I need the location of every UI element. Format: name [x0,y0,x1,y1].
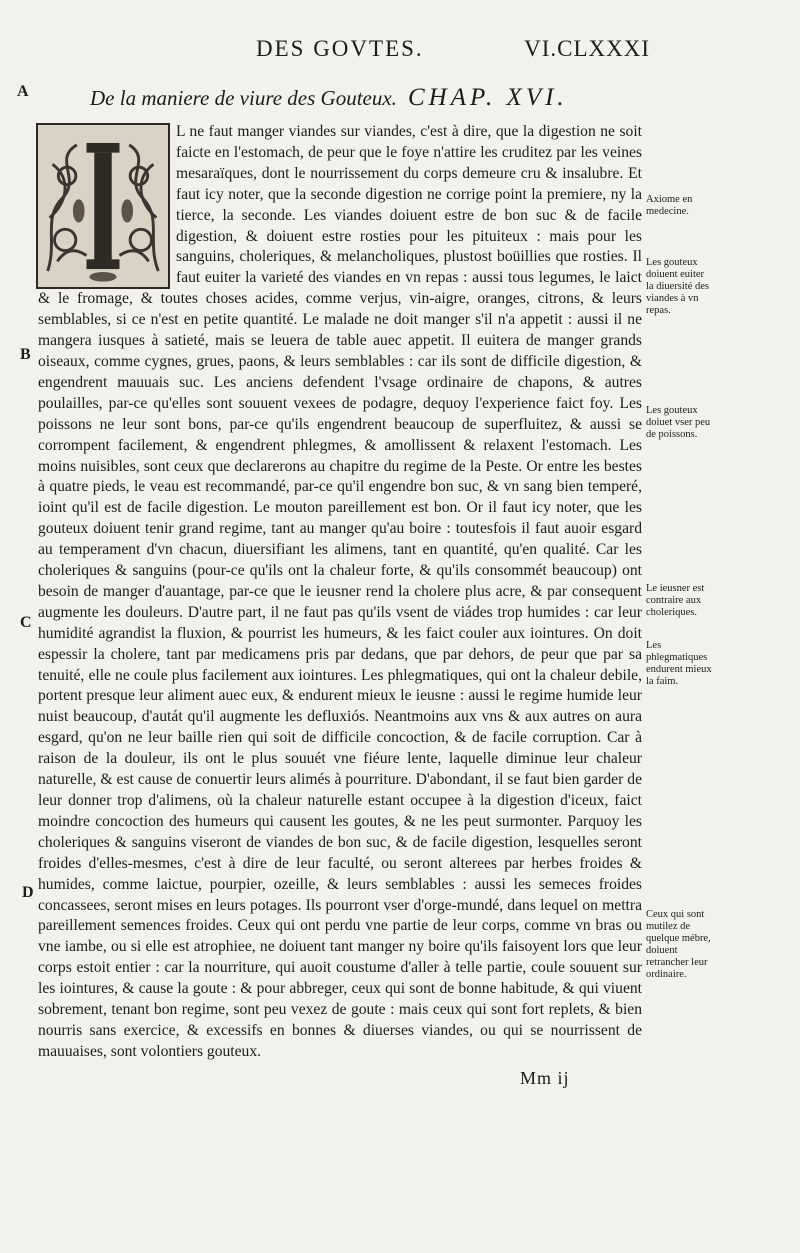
running-head [220,36,650,66]
section-letter-d: D [22,884,34,901]
margin-note-5: Les phlegmatiques endurent mieux la faim. [646,640,712,687]
margin-note-4: Le ieusner est contraire aux choleriques. [646,583,705,618]
section-letter-c: C [20,614,32,631]
body-text [38,122,642,1063]
signature-mark: Mm ij [520,1068,570,1088]
margin-note-1: Axiome en medecine. [646,194,693,217]
body-paragraph: L ne faut manger viandes sur viandes, c'est à dire, que la digestion ne soit faicte en l'estomach, de peur que le foye n'attire les cruditez par les veines mesaraïques, dont le nourrissement du corps demeure cru & insalubre. Et faut icy noter, que la seconde digestion ne corrige point la premiere, ny la tierce, la seconde. Les viandes doiuent estre de bon suc & de facile digestion, & doiuent estre rosties pour les pituiteux : mais pour les sanguins, choleriques, & melancholiques, plustost boüillies que rosties. Il faut euiter la varieté des viandes en vn repas : aussi tous legumes, le laict & le fromage, & toutes choses acides, comme verjus, vin-aigre, oranges, citrons, & leurs semblables, si ce n'est en petite quantité. Le malade ne doit manger s'il n'a appetit : aussi il ne mangera iusques à satieté, mais se leuera de table auec appetit. Il euitera de manger grands oiseaux, comme cygnes, grues, paons, & leurs semblables : car ils sont de difficile digestion, & engendrent mauuais suc. Les anciens defendent l'vsage ordinaire de chapons, & autres poulailles, par-ce qu'elles sont souuent vexees de podagre, dequoy l'experience faict foy. Les poissons ne leur sont bons, par-ce qu'ils engendrent beaucoup de superfluitez, & aussi se corrompent facilement, & engendrent phlegmes, & amollissent & relaxent l'estomach. Les moins nuisibles, sont ceux que declarerons au chapitre du regime de la Peste. Or entre les bestes à quatre pieds, le veau est recommandé, par-ce qu'il engendre bon suc, & vn sang bien temperé, ioint qu'il est de facile digestion. Le mouton pareillement est bon. Or il faut icy noter, que les gouteux doiuent tenir grand regime, tant au manger qu'au boire : toutesfois il faut auoir esgard au temperament d'vn chacun, diuersifiant les alimens, tant en quantité, qu'en qualité. Car les choleriques & sanguins (pour-ce qu'ils ont la chaleur forte, & qu'ils consommét beaucoup) ont besoin de manger d'auantage, par-ce que le ieusner rend la cholere plus acre, & par consequent augmente les douleurs. D'autre part, il ne faut pas qu'ils vsent de viádes trop humides : car leur humidité agrandist la fluxion, & pourrist les humeurs, & les faict couler aux iointures. On doit espessir la cholere, tant par medicamens pris par dedans, que par dehors, de peur que par sa tenuité, elle ne coule plus facilement aux iointures. Les phlegmatiques, qui ont la chaleur debile, portent presque leur aliment auec eux, & endurent mieux le ieusne : aussi le regime humide leur nuist beaucoup, d'autát qu'il augmente les defluxiós. Neantmoins aux vns & aux autres on aura esgard, qu'on ne leur baille rien qui soit de difficile concoction, & de facile corruption. Car à raison de la douleur, ils ont le plus souuét vne fiéure lente, laquelle diminue leur chaleur naturelle, & est cause de conuertir leurs alimés à pourriture. D'abondant, il se faut bien garder de leur donner trop d'alimens, où la chaleur naturelle estant occupee à la digestion d'iceux, faict moindre concoction des humeurs qui causent les goutes, & ne les peut surmonter. Parquoy les choleriques & sanguins viseront de viandes de bon suc, & de facile digestion, lesquelles seront froides d'elles-mesmes, c'est à dire de leur faculté, ou seront alterees par herbes froides & humides, comme laictue, pourpier, ozeille, & leurs semblables : aussi les semeces froides concassees, seront mises en leurs potages. Ils pourront vser d'orge-mundé, dans lequel on mettra pareillement semences froides. Ceux qui ont perdu vne partie de leur corps, comme vn bras ou vne iambe, ou si elle est atrophiee, ne doiuent tant manger ny boire qu'ils faisoyent lors que leur corps estoit entier : car la nourriture, qui auoit coustume d'aller à telle partie, coule souuent sur les iointures, & cause la goute : & pour abbreger, ceux qui sont de bonne habitude, & qui viuent sobrement, tenant bon regime, sont peu vexez de goute : mais ceux qui sont fort replets, & bien nourris sans exercice, & excessifs en bonnes & diuerses viandes, ou qui se nourrissent de mauuaises, sont volontiers gouteux. [38,123,642,1060]
running-head-title: DES GOVTES. [256,36,424,61]
margin-note-2: Les gouteux doiuent euiter la diuersité des viandes à vn repas. [646,257,709,316]
chapter-heading [90,84,620,114]
margin-note-6: Ceux qui sont mutilez de quelque mébre, doiuent retrancher leur ordinaire. [646,909,711,980]
chapter-title: De la maniere de viure des Gouteux. [90,86,397,110]
section-letter-a: A [17,83,29,100]
folio-number: VI.CLXXXI [524,36,650,61]
section-letter-b: B [20,346,31,363]
margin-note-3: Les gouteux doiuet vser peu de poissons. [646,405,711,440]
chapter-number: CHAP. XVI. [408,84,568,111]
initial-spacer [38,122,176,288]
